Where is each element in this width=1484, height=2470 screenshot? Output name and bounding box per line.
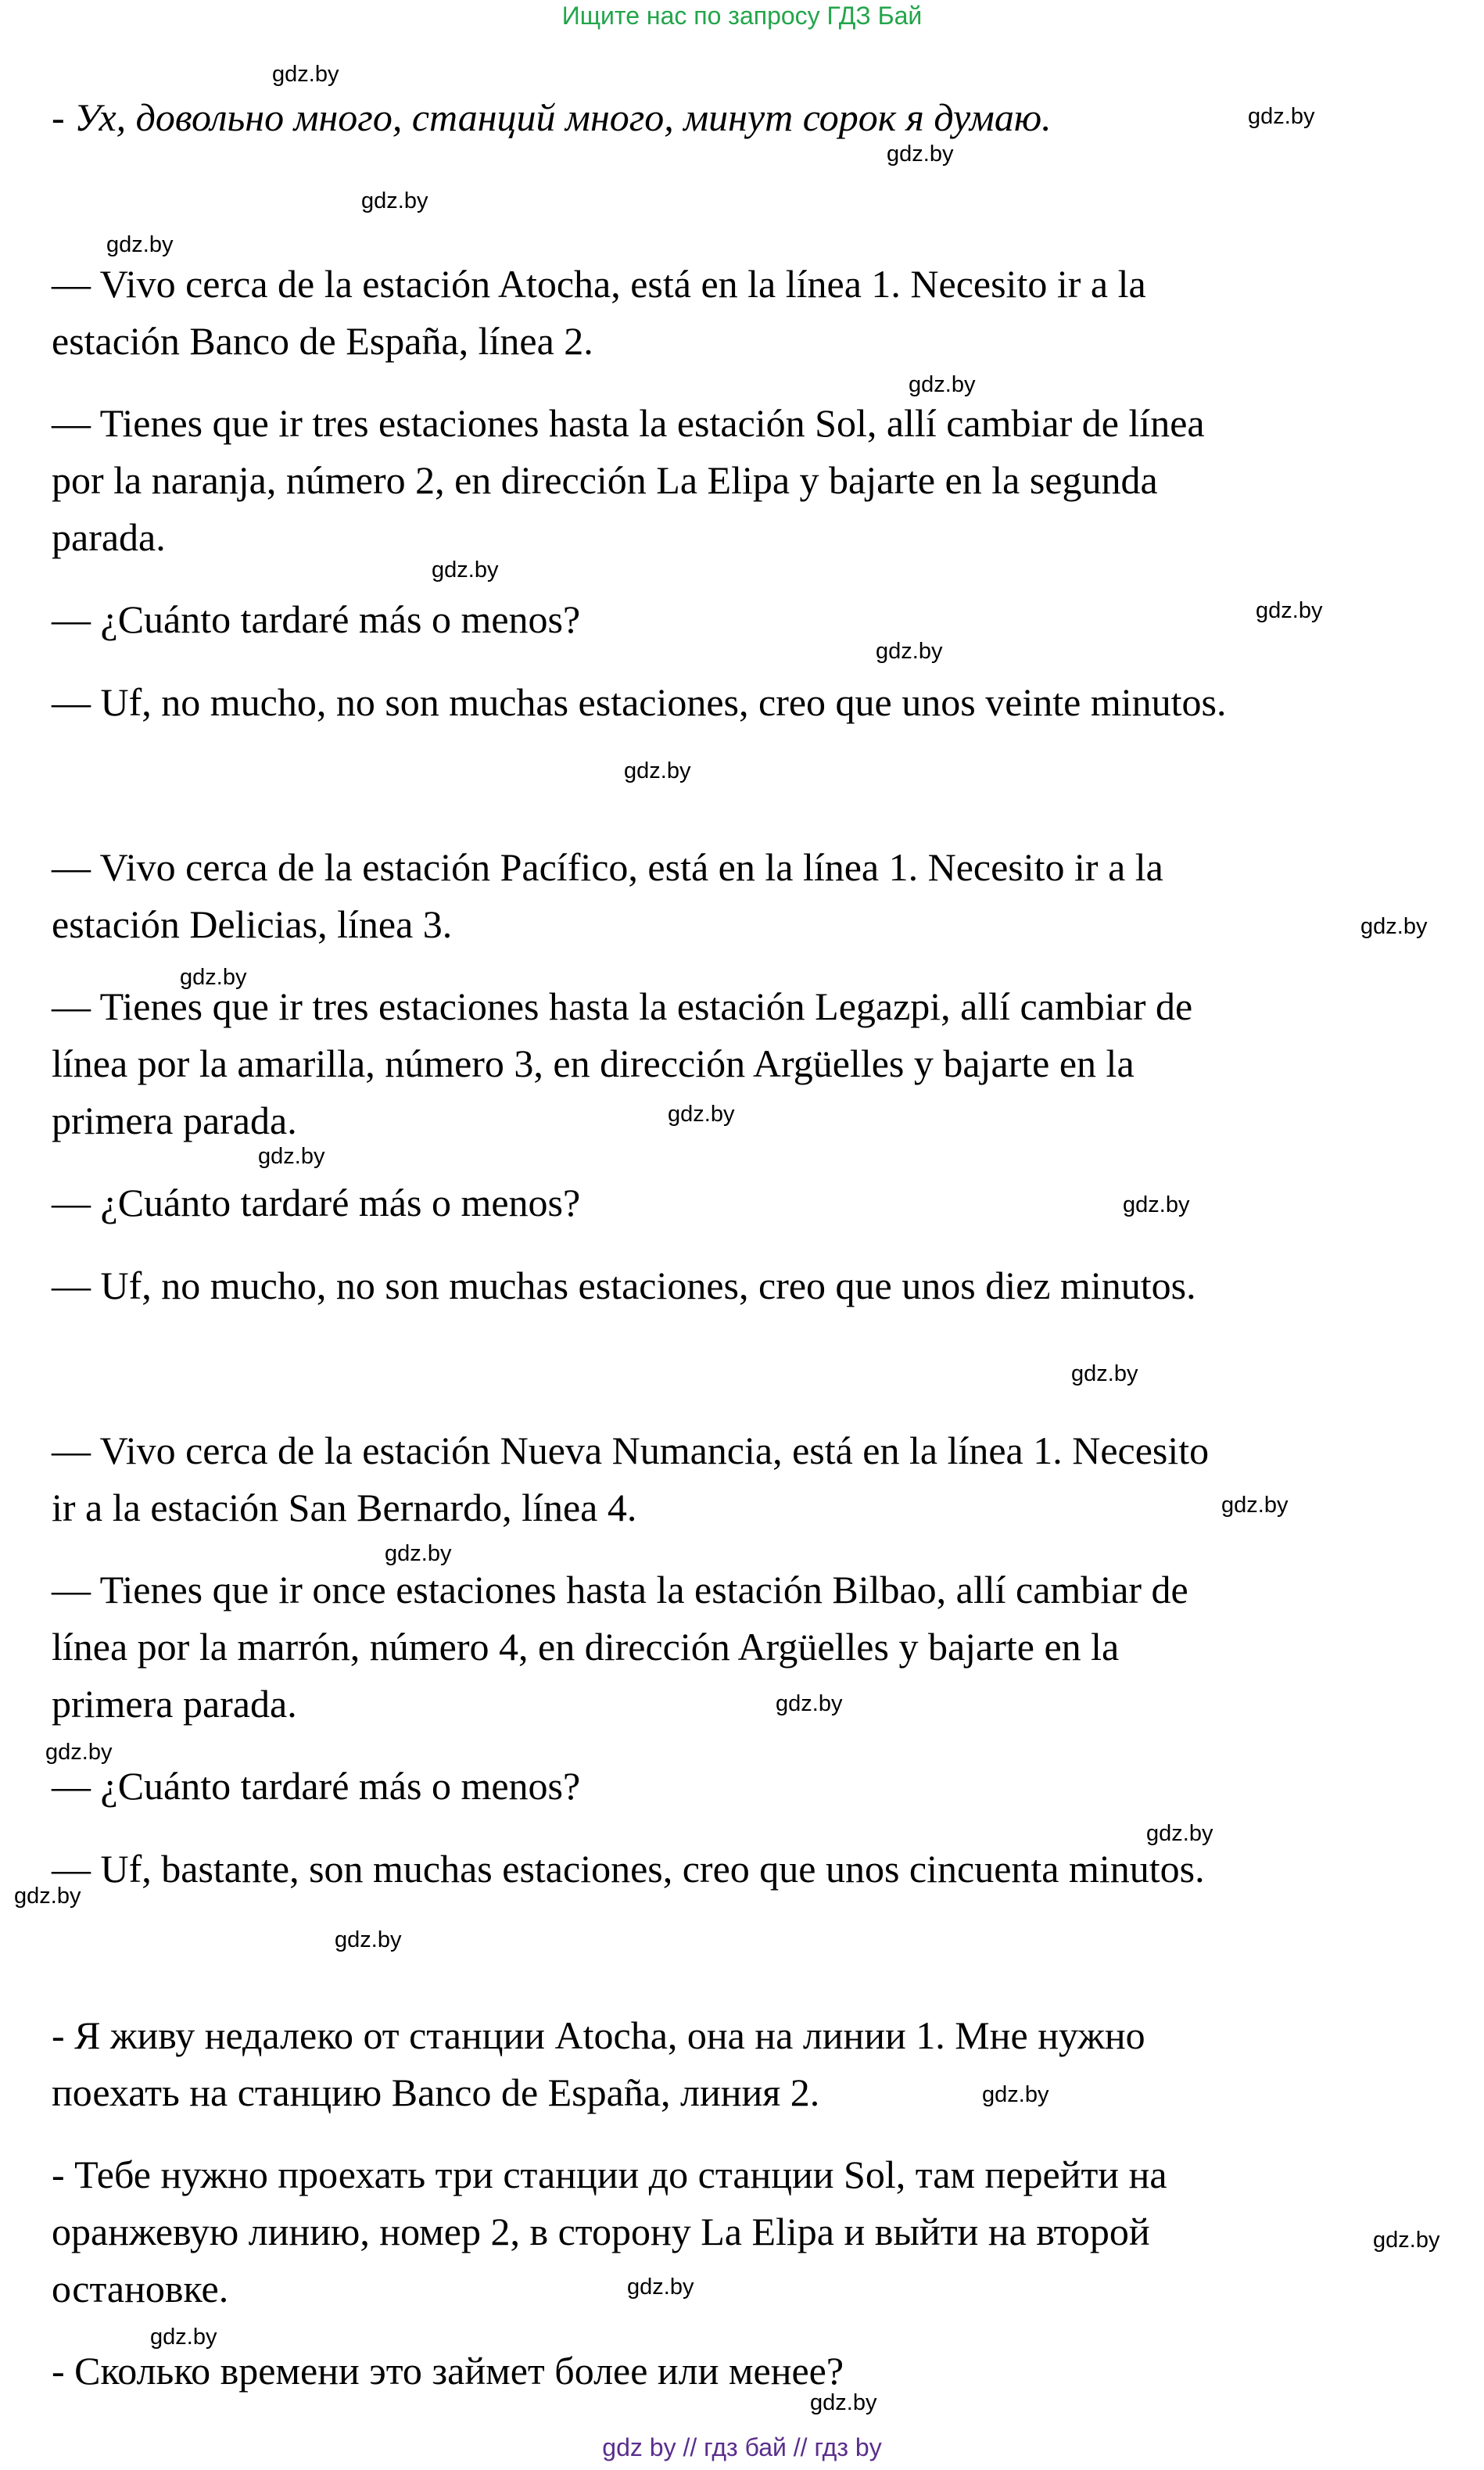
text-line: - Тебе нужно проехать три станции до станции Sol, там перейти на xyxy=(52,2153,1167,2196)
watermark: gdz.by xyxy=(150,2325,217,2350)
text-line: primera parada. xyxy=(52,1682,297,1726)
text-line: línea por la amarilla, número 3, en dirección Argüelles y bajarte en la xyxy=(52,1041,1135,1085)
text-line: - Я живу недалеко от станции Atocha, она на линии 1. Мне нужно xyxy=(52,2013,1145,2057)
watermark: gdz.by xyxy=(982,2082,1049,2107)
watermark: gdz.by xyxy=(361,188,428,213)
watermark: gdz.by xyxy=(14,1884,81,1909)
text-line: estación Banco de España, línea 2. xyxy=(52,319,593,363)
watermark: gdz.by xyxy=(335,1927,402,1952)
watermark: gdz.by xyxy=(1256,598,1323,623)
watermark: gdz.by xyxy=(1360,914,1428,939)
text-line: — Uf, bastante, son muchas estaciones, creo que unos cincuenta minutos. xyxy=(52,1847,1205,1891)
watermark: gdz.by xyxy=(624,758,691,783)
text-line: — ¿Cuánto tardaré más o menos? xyxy=(52,1764,581,1808)
text-line: — ¿Cuánto tardaré más o menos? xyxy=(52,597,581,641)
text-line: estación Delicias, línea 3. xyxy=(52,902,453,946)
text-line: — ¿Cuánto tardaré más o menos? xyxy=(52,1181,581,1224)
footer-links: gdz by // гдз бай // гдз by xyxy=(602,2433,882,2461)
watermark: gdz.by xyxy=(106,232,174,257)
watermark: gdz.by xyxy=(668,1102,735,1127)
text-line: - Ух, довольно много, станций много, минут сорок я думаю. xyxy=(52,95,1052,139)
search-hint-banner: Ищите нас по запросу ГДЗ Бай xyxy=(561,2,923,30)
watermark: gdz.by xyxy=(272,62,339,87)
watermark: gdz.by xyxy=(776,1691,843,1716)
text-line: — Vivo cerca de la estación Pacífico, está en la línea 1. Necesito ir a la xyxy=(52,845,1163,889)
watermark: gdz.by xyxy=(1071,1361,1138,1386)
watermark: gdz.by xyxy=(1221,1493,1289,1518)
text-line: primera parada. xyxy=(52,1099,297,1142)
text-line: поехать на станцию Banco de España, линия 2. xyxy=(52,2070,820,2114)
watermark: gdz.by xyxy=(876,639,943,664)
text-line: — Tienes que ir tres estaciones hasta la estación Sol, allí cambiar de línea xyxy=(52,401,1205,445)
text-line: — Vivo cerca de la estación Nueva Numancia, está en la línea 1. Necesito xyxy=(52,1429,1210,1472)
watermark: gdz.by xyxy=(810,2390,877,2415)
watermark: gdz.by xyxy=(1373,2228,1440,2253)
text-line: parada. xyxy=(52,515,166,559)
text-line: - Сколько времени это займет более или менее? xyxy=(52,2349,844,2393)
watermark: gdz.by xyxy=(627,2275,694,2300)
watermark: gdz.by xyxy=(1146,1821,1213,1846)
watermark: gdz.by xyxy=(180,965,247,990)
text-line: por la naranja, número 2, en dirección La Elipa y bajarte en la segunda xyxy=(52,458,1158,502)
text-line: остановке. xyxy=(52,2267,229,2310)
text-line: línea por la marrón, número 4, en dirección Argüelles y bajarte en la xyxy=(52,1625,1120,1669)
text-line: оранжевую линию, номер 2, в сторону La Elipa и выйти на второй xyxy=(52,2210,1150,2253)
text-line: — Vivo cerca de la estación Atocha, está en la línea 1. Necesito ir a la xyxy=(52,262,1146,306)
text-line: — Uf, no mucho, no son muchas estaciones, creo que unos veinte minutos. xyxy=(52,680,1227,724)
text-line: — Tienes que ir tres estaciones hasta la estación Legazpi, allí cambiar de xyxy=(52,984,1193,1028)
watermark: gdz.by xyxy=(385,1541,452,1566)
watermark: gdz.by xyxy=(1248,104,1315,129)
text-line: ir a la estación San Bernardo, línea 4. xyxy=(52,1486,637,1529)
text-line: — Uf, no mucho, no son muchas estaciones, creo que unos diez minutos. xyxy=(52,1264,1196,1307)
watermark: gdz.by xyxy=(909,372,976,397)
watermark: gdz.by xyxy=(432,557,499,583)
watermark: gdz.by xyxy=(1123,1192,1190,1217)
watermark: gdz.by xyxy=(258,1144,325,1169)
watermark: gdz.by xyxy=(45,1740,113,1765)
text-line: — Tienes que ir once estaciones hasta la estación Bilbao, allí cambiar de xyxy=(52,1568,1188,1611)
watermark: gdz.by xyxy=(887,142,954,167)
